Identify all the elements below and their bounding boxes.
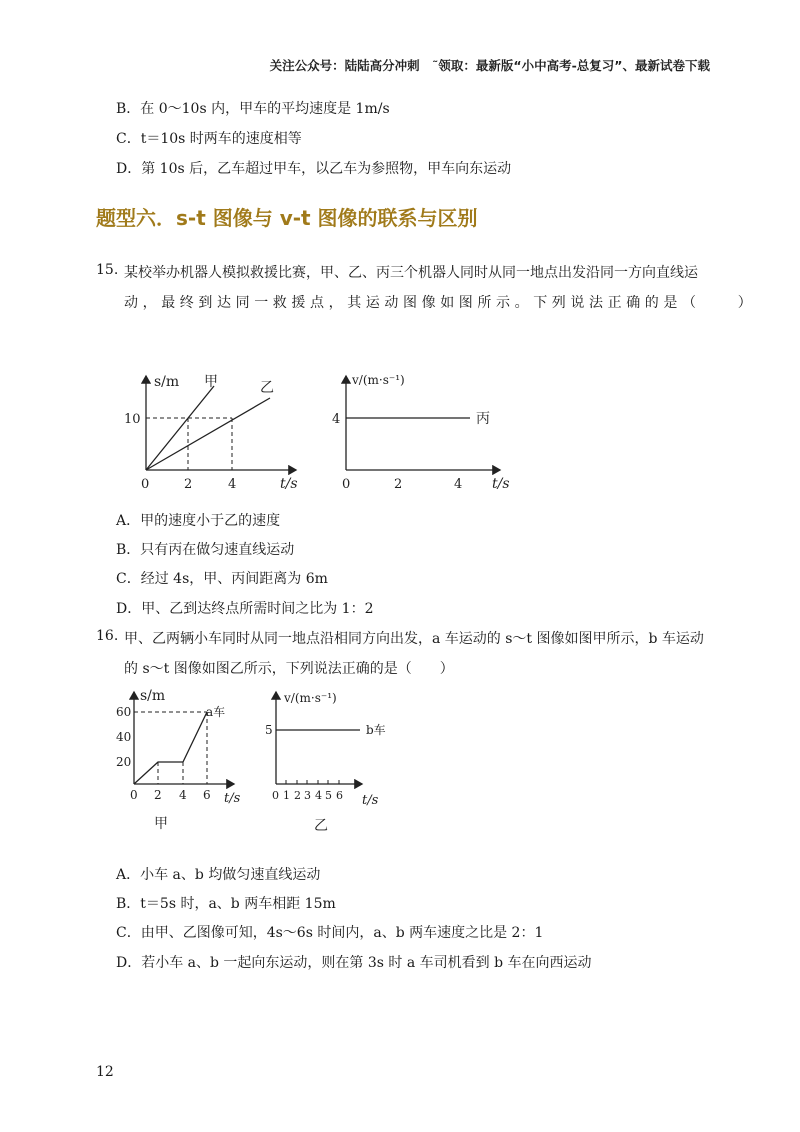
q15-st-graph [120,368,320,498]
x-tick-1: 1 [283,789,290,802]
y-tick-60: 60 [116,705,132,719]
y-label: v/(m·s⁻¹) [284,691,337,705]
x-tick-6: 6 [203,788,211,802]
x-tick-4: 4 [315,789,322,802]
line-jia [146,386,214,470]
x-tick-5: 5 [325,789,332,802]
label-jia: 甲 [204,374,218,390]
y-label: s/m [154,374,180,390]
line-label-b: b车 [366,723,386,737]
q16-option-d: D．若小车 a、b 一起向东运动，则在第 3s 时 a 车司机看到 b 车在向西运动 [116,955,592,971]
y-tick-5: 5 [265,723,273,737]
x-label: t/s [492,476,510,492]
prev-option-c: C．t＝10s 时两车的速度相等 [116,131,302,147]
q15-option-a: A．甲的速度小于乙的速度 [116,513,281,529]
q15-vt-graph [320,368,530,498]
y-tick-10: 10 [124,412,141,427]
label-bing: 丙 [476,411,490,427]
y-tick-20: 20 [116,755,132,769]
x-label: t/s [224,791,241,806]
caption-yi: 乙 [314,818,328,834]
q15-number: 15. [96,262,119,278]
y-label: v/(m·s⁻¹) [352,373,405,387]
origin-label: 0 [141,477,150,492]
prev-option-d: D．第 10s 后，乙车超过甲车，以乙车为参照物，甲车向东运动 [116,161,512,177]
q15-option-d: D．甲、乙到达终点所需时间之比为 1：2 [116,601,374,617]
q16-option-b: B．t＝5s 时，a、b 两车相距 15m [116,896,336,912]
x-tick-6: 6 [336,789,343,802]
x-tick-4: 4 [179,788,187,802]
q16-stem-line1: 甲、乙两辆小车同时从同一地点沿相同方向出发，a 车运动的 s～t 图像如图甲所示，b 车运动 [124,631,704,647]
line-label-a: a车 [206,705,226,719]
x-tick-2: 2 [184,477,193,492]
x-tick-0: 0 [130,788,138,802]
origin-label: 0 [342,477,351,492]
x-tick-2: 2 [394,477,403,492]
line-yi [146,398,270,470]
line-a [134,712,207,784]
x-tick-0: 0 [272,789,279,802]
q16-number: 16. [96,628,119,644]
section-title: 题型六．s-t 图像与 v-t 图像的联系与区别 [96,206,478,230]
label-yi: 乙 [260,380,274,396]
y-label: s/m [140,688,166,704]
page-number: 12 [96,1064,114,1080]
q15-option-c: C．经过 4s，甲、丙间距离为 6m [116,571,328,587]
q16-a-graph [112,686,262,846]
q16-b-graph [262,686,412,846]
caption-jia: 甲 [154,816,168,832]
x-label: t/s [280,476,298,492]
y-tick-40: 40 [116,730,132,744]
x-tick-2: 2 [294,789,301,802]
x-tick-4: 4 [228,477,237,492]
y-tick-4: 4 [332,412,341,427]
q16-option-c: C．由甲、乙图像可知，4s～6s 时间内，a、b 两车速度之比是 2：1 [116,925,544,941]
page-header: 关注公众号：陆陆高分冲刺 ˜领取：最新版“小中高考-总复习”、最新试卷下载 [269,58,710,73]
x-tick-4: 4 [454,477,463,492]
x-tick-2: 2 [154,788,162,802]
q15-stem-line2: 动，最终到达同一救援点，其运动图像如图所示。下列说法正确的是（ ） [124,295,757,311]
q15-stem-line1: 某校举办机器人模拟救援比赛，甲、乙、丙三个机器人同时从同一地点出发沿同一方向直线运 [124,265,698,281]
x-tick-3: 3 [304,789,311,802]
q16-stem-line2: 的 s～t 图像如图乙所示，下列说法正确的是（ ） [124,661,454,677]
q16-option-a: A．小车 a、b 均做匀速直线运动 [116,867,321,883]
x-label: t/s [362,793,379,808]
prev-option-b: B．在 0～10s 内，甲车的平均速度是 1m/s [116,101,390,117]
q15-option-b: B．只有丙在做匀速直线运动 [116,542,295,558]
